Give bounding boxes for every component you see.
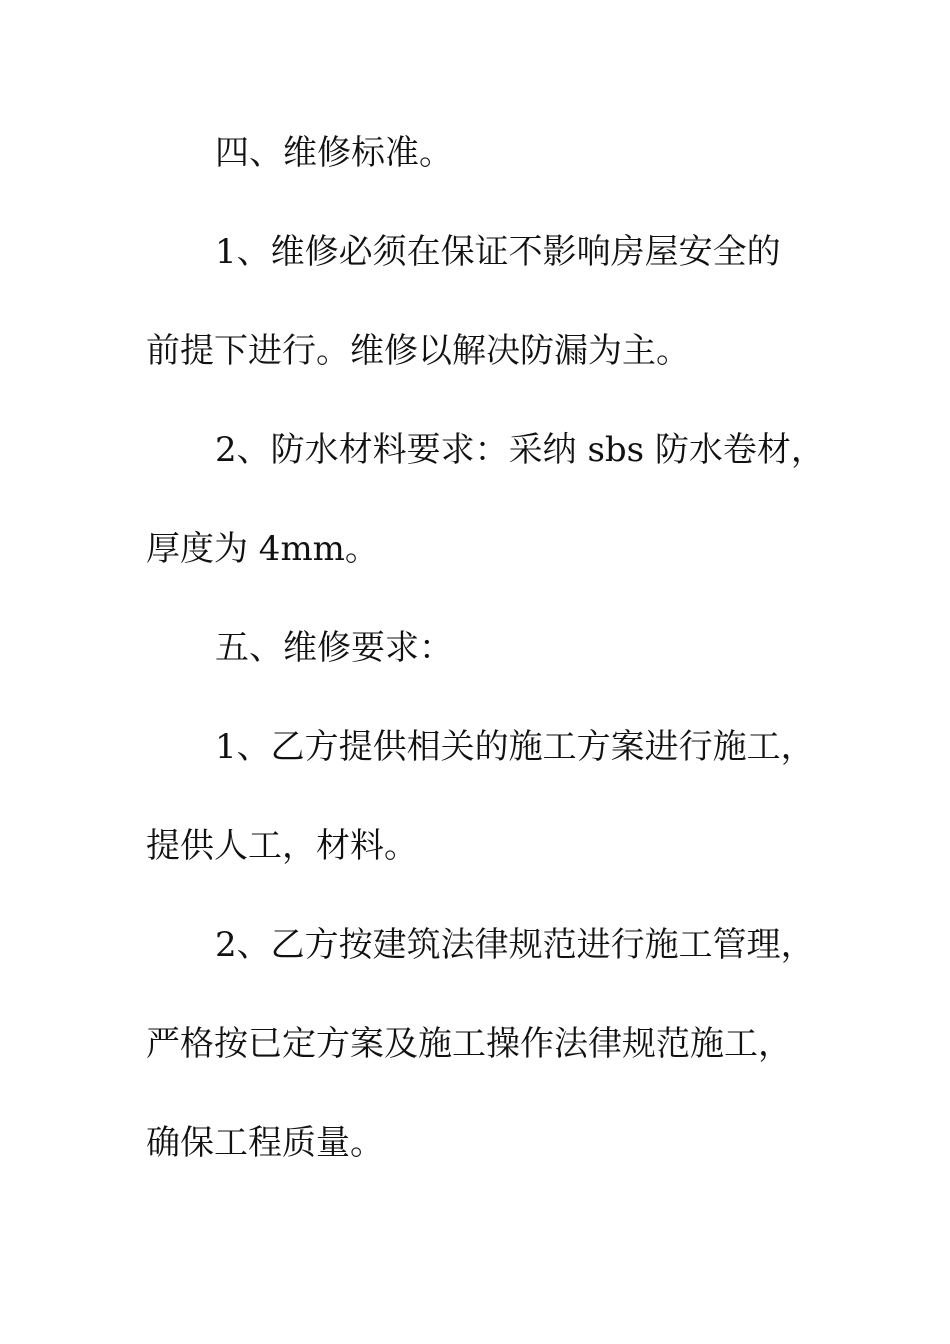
paragraph-line: 1、乙方提供相关的施工方案进行施工， bbox=[215, 727, 815, 767]
section-heading-maintenance-standards: 四、维修标准。 bbox=[215, 133, 453, 173]
paragraph-line: 1、维修必须在保证不影响房屋安全的 bbox=[215, 232, 781, 272]
paragraph-line: 严格按已定方案及施工操作法律规范施工， bbox=[146, 1024, 792, 1064]
paragraph-line: 2、乙方按建筑法律规范进行施工管理， bbox=[215, 925, 815, 965]
paragraph-line: 2、防水材料要求：采纳 sbs 防水卷材， bbox=[215, 430, 825, 470]
paragraph-line: 确保工程质量。 bbox=[146, 1123, 384, 1163]
paragraph-line: 提供人工，材料。 bbox=[146, 826, 418, 866]
paragraph-line: 厚度为 4mm。 bbox=[146, 529, 379, 569]
section-heading-maintenance-requirements: 五、维修要求： bbox=[215, 628, 453, 668]
paragraph-line: 前提下进行。维修以解决防漏为主。 bbox=[146, 331, 690, 371]
